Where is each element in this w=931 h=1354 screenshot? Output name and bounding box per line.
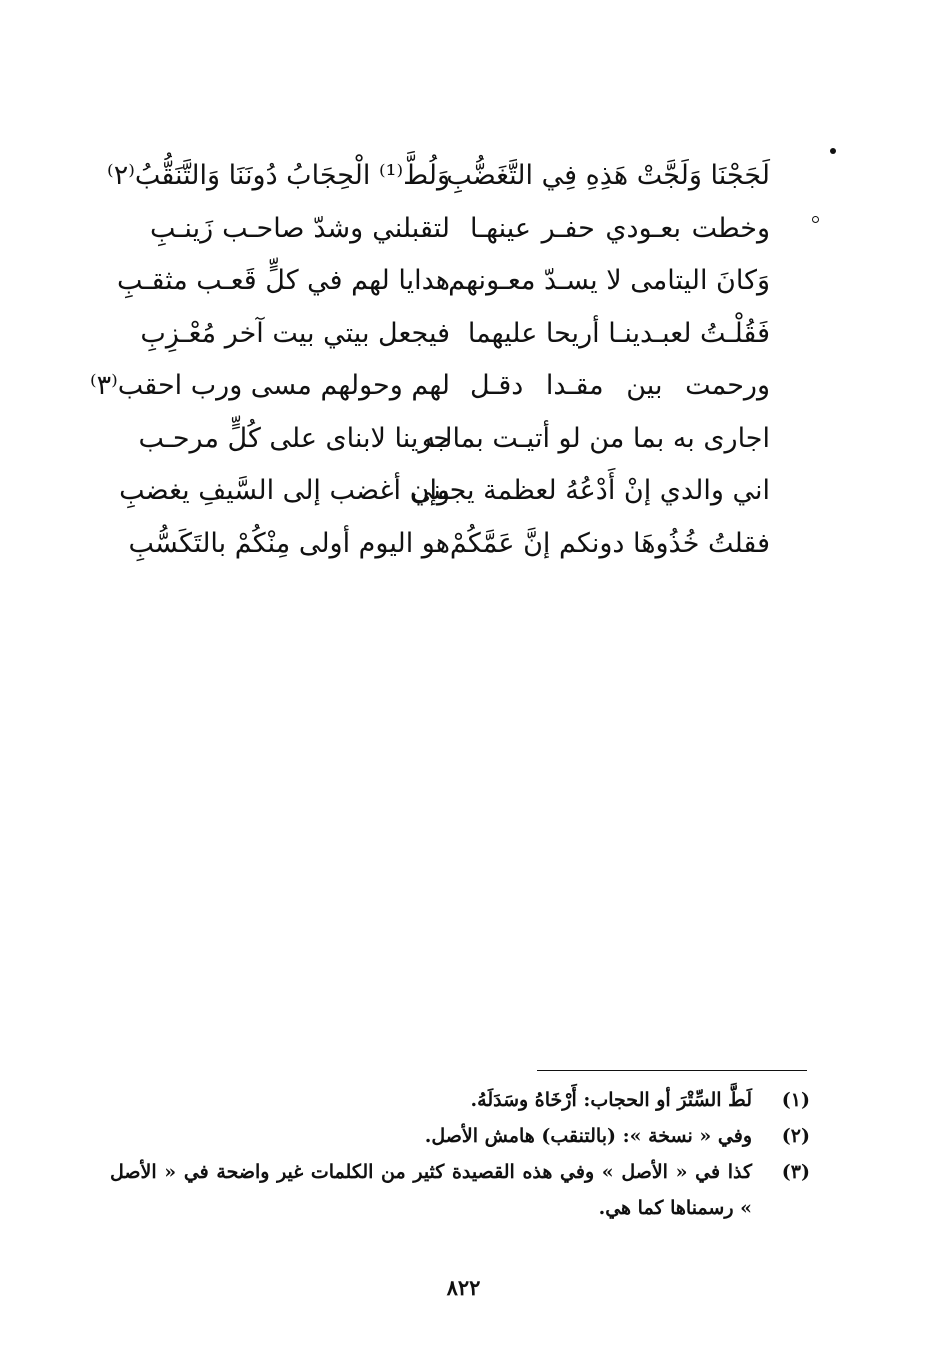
verse-first-hemistich: ورحمت بين مقـدا دقـل [470,370,770,402]
verse-second-hemistich: هدايا لهم في كلٍّ قَعـب مثقـبِ [117,265,450,297]
poem-verse [117,255,770,308]
verse-first-hemistich: وخطت بعـودي حفـر عينهـا [470,212,770,244]
footnote-number: (٣) [781,1161,810,1183]
footnote-number: (٢) [781,1125,810,1147]
footnote [110,1118,810,1154]
verse-first-hemistich: وَكانَ اليتامى لا يسـدّ معـونهم [448,265,770,297]
poem-verse [107,150,770,203]
verse-second-hemistich: جرينا لابناى على كُلٍّ مرحـب [138,422,450,454]
verse-first-hemistich: اني والدي إنْ أَدْعُهُ لعظمة يجبني [410,475,770,507]
footnote [110,1082,810,1118]
poem-verse [119,465,770,518]
footnote-separator-rule [537,1070,807,1071]
poem-verse [150,203,770,256]
poem-verse [140,308,770,361]
poem-verse [138,413,770,466]
footnote-text: كذا في « الأصل » وفي هذه القصيدة كثير من الكلمات غير واضحة في « الأصل » رسمناها كما هي. [110,1161,752,1219]
margin-ring-mark [812,216,819,223]
footnote-number: (١) [781,1089,810,1111]
page-number: ٨٢٢ [446,1275,481,1300]
verse-second-hemistich: فيجعل بيتي بيت آخر مُعْـزِبِ [140,317,450,349]
verse-first-hemistich: فَقُلْـتُ لعبـدينـا أريحا عليهما [467,317,770,349]
margin-dot-mark [830,148,836,154]
verse-first-hemistich: فقلتُ خُذُوهَا دونكم إنَّ عَمَّكُمْ [449,527,770,559]
verse-first-hemistich: اجارى به بما من لو أتيـت بمالـه [421,422,770,454]
verse-second-hemistich: لهم وحولهم مسى ورب احقب⁽٣⁾ [90,370,450,402]
poem [90,150,770,570]
verse-second-hemistich: وَلُطَّ⁽¹⁾ الْحِجَابُ دُونَنَا وَالتَّنَقُّبُ⁽٢⁾ [107,160,450,192]
footnote-text: وفي « نسخة »: (بالتنقب) هامش الأصل. [424,1125,752,1147]
poem-verse [90,360,770,413]
poem-verse [128,518,770,571]
verse-second-hemistich: وإن أغضب إلى السَّيفِ يغضبِ [119,475,450,507]
verse-second-hemistich: هو اليوم أولى مِنْكُمْ بالتَكَسُّبِ [128,527,450,559]
footnote [110,1154,810,1226]
footnote-text: لَطَّ السِّتْرَ أو الحجاب: أَرْخَاهُ وسَدَلَهُ. [470,1089,752,1111]
footnotes [110,1082,810,1226]
verse-second-hemistich: لتقبلني وشدّ صاحـب زَينـبِ [150,212,450,244]
verse-first-hemistich: لَجَجْنَا وَلَجَّتْ هَذِهِ فِي التَّغَضُّبِ [446,160,770,192]
